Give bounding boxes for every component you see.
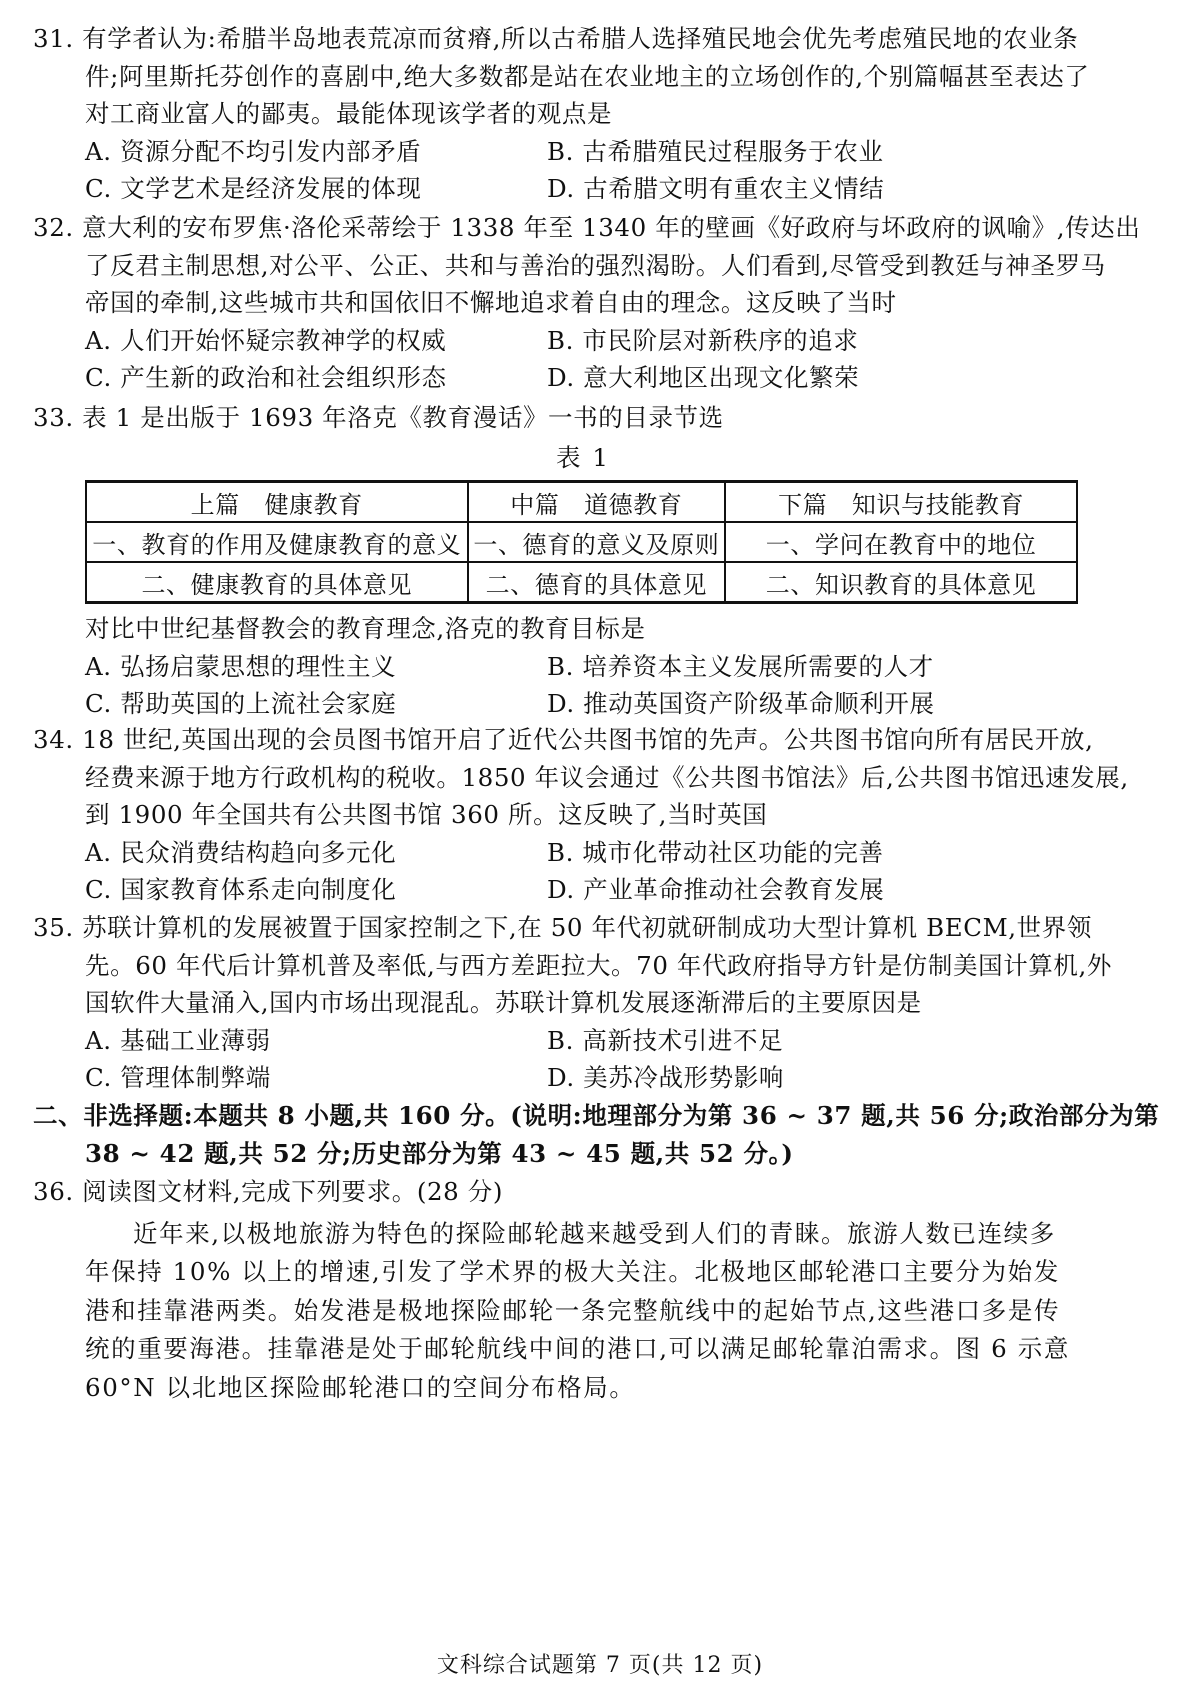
option-c: C. 管理体制弊端 <box>85 1063 271 1092</box>
question-stem-line: 了反君主制思想,对公平、公正、共和与善治的强烈渴盼。人们看到,尽管受到教廷与神圣罗马 <box>85 250 1106 280</box>
table-cell: 二、知识教育的具体意见 <box>725 562 1077 603</box>
option-d: D. 推动英国资产阶级革命顺利开展 <box>547 689 935 718</box>
question-34 <box>33 721 1133 909</box>
option-b: B. 古希腊殖民过程服务于农业 <box>547 136 884 166</box>
option-b: B. 高新技术引进不足 <box>547 1025 784 1055</box>
option-a: A. 弘扬启蒙思想的理性主义 <box>85 651 397 681</box>
table-cell: 一、教育的作用及健康教育的意义 <box>86 522 468 562</box>
table-cell: 二、德育的具体意见 <box>468 562 726 603</box>
option-c: C. 产生新的政治和社会组织形态 <box>85 363 447 392</box>
question-32 <box>33 209 1141 397</box>
question-stem-line: 国软件大量涌入,国内市场出现混乱。苏联计算机发展逐渐滞后的主要原因是 <box>85 988 922 1017</box>
table-row <box>86 482 1077 523</box>
option-c: C. 文学艺术是经济发展的体现 <box>85 174 422 203</box>
option-c: C. 帮助英国的上流社会家庭 <box>85 689 397 718</box>
option-d: D. 产业革命推动社会教育发展 <box>547 875 885 904</box>
question-stem-line: 32. 意大利的安布罗焦·洛伦采蒂绘于 1338 年至 1340 年的壁画《好政府与坏政府的讽喻》,传达出 <box>33 213 1141 242</box>
table-cell: 下篇 知识与技能教育 <box>725 482 1077 523</box>
option-a: A. 基础工业薄弱 <box>85 1025 271 1055</box>
table-cell: 二、健康教育的具体意见 <box>86 562 468 603</box>
section-heading-line: 38 ~ 42 题,共 52 分;历史部分为第 43 ~ 45 题,共 52 分。) <box>85 1138 794 1168</box>
material-paragraph: 近年来,以极地旅游为特色的探险邮轮越来越受到人们的青睐。旅游人数已连续多年保持 10% 以上的增速,引发了学术界的极大关注。北极地区邮轮港口主要分为始发港和挂靠港两类。始发港是极地探险邮轮一条完整航线中的起始节点,这些港口多是传统的重要海港。挂靠港是处于邮轮航线中间的港口,可以满足邮轮靠泊需求。图 6 示意 60°N 以北地区探险邮轮港口的空间分布格局。 <box>85 1218 1070 1402</box>
question-stem-line: 到 1900 年全国共有公共图书馆 360 所。这反映了,当时英国 <box>85 800 768 829</box>
table-cell: 中篇 道德教育 <box>468 482 726 523</box>
question-stem-line: 35. 苏联计算机的发展被置于国家控制之下,在 50 年代初就研制成功大型计算机 BECM,世界领 <box>33 913 1092 942</box>
table-cell: 一、学问在教育中的地位 <box>725 522 1077 562</box>
question-stem-line: 31. 有学者认为:希腊半岛地表荒凉而贫瘠,所以古希腊人选择殖民地会优先考虑殖民地的农业条 <box>33 24 1079 53</box>
table-row <box>86 562 1077 603</box>
question-title: 36. 阅读图文材料,完成下列要求。(28 分) <box>33 1177 504 1206</box>
question-stem-line: 件;阿里斯托芬创作的喜剧中,绝大多数都是站在农业地主的立场创作的,个别篇幅甚至表达了 <box>85 61 1090 91</box>
option-b: B. 城市化带动社区功能的完善 <box>547 837 884 867</box>
question-stem-line: 对比中世纪基督教会的教育理念,洛克的教育目标是 <box>85 614 646 643</box>
question-stem-line: 经费来源于地方行政机构的税收。1850 年议会通过《公共图书馆法》后,公共图书馆迅速发展, <box>85 762 1129 792</box>
table-caption: 表 1 <box>556 442 610 472</box>
options <box>33 133 1133 208</box>
option-c: C. 国家教育体系走向制度化 <box>85 875 397 904</box>
option-b: B. 市民阶层对新秩序的追求 <box>547 325 859 355</box>
option-a: A. 民众消费结构趋向多元化 <box>85 837 397 867</box>
option-d: D. 美苏冷战形势影响 <box>547 1063 784 1092</box>
options <box>33 322 1133 397</box>
option-b: B. 培养资本主义发展所需要的人才 <box>547 651 934 681</box>
option-a: A. 资源分配不均引发内部矛盾 <box>85 136 422 166</box>
question-31 <box>33 20 1133 208</box>
table-1 <box>85 480 1078 604</box>
option-d: D. 古希腊文明有重农主义情结 <box>547 174 885 203</box>
options <box>33 648 1133 723</box>
question-stem-line: 34. 18 世纪,英国出现的会员图书馆开启了近代公共图书馆的先声。公共图书馆向所有居民开放, <box>33 725 1094 754</box>
option-d: D. 意大利地区出现文化繁荣 <box>547 363 860 392</box>
question-33 <box>33 399 1133 723</box>
options <box>33 834 1133 909</box>
options <box>33 1022 1133 1097</box>
question-stem-line: 帝国的牵制,这些城市共和国依旧不懈地追求着自由的理念。这反映了当时 <box>85 288 897 317</box>
question-stem-line: 先。60 年代后计算机普及率低,与西方差距拉大。70 年代政府指导方针是仿制美国计算机,外 <box>85 950 1112 980</box>
table-row <box>86 522 1077 562</box>
page-footer: 文科综合试题第 7 页(共 12 页) <box>436 1653 764 1678</box>
table-cell: 一、德育的意义及原则 <box>468 522 726 562</box>
table-cell: 上篇 健康教育 <box>86 482 468 523</box>
question-stem-line: 33. 表 1 是出版于 1693 年洛克《教育漫话》一书的目录节选 <box>33 403 724 432</box>
question-stem-line: 对工商业富人的鄙夷。最能体现该学者的观点是 <box>85 99 613 128</box>
question-35 <box>33 909 1133 1097</box>
section-heading-line: 二、非选择题:本题共 8 小题,共 160 分。(说明:地理部分为第 36 ~ 37 题,共 56 分;政治部分为第 <box>33 1101 1160 1130</box>
section-heading <box>33 1097 1160 1172</box>
option-a: A. 人们开始怀疑宗教神学的权威 <box>85 325 447 355</box>
question-36 <box>33 1173 1133 1407</box>
